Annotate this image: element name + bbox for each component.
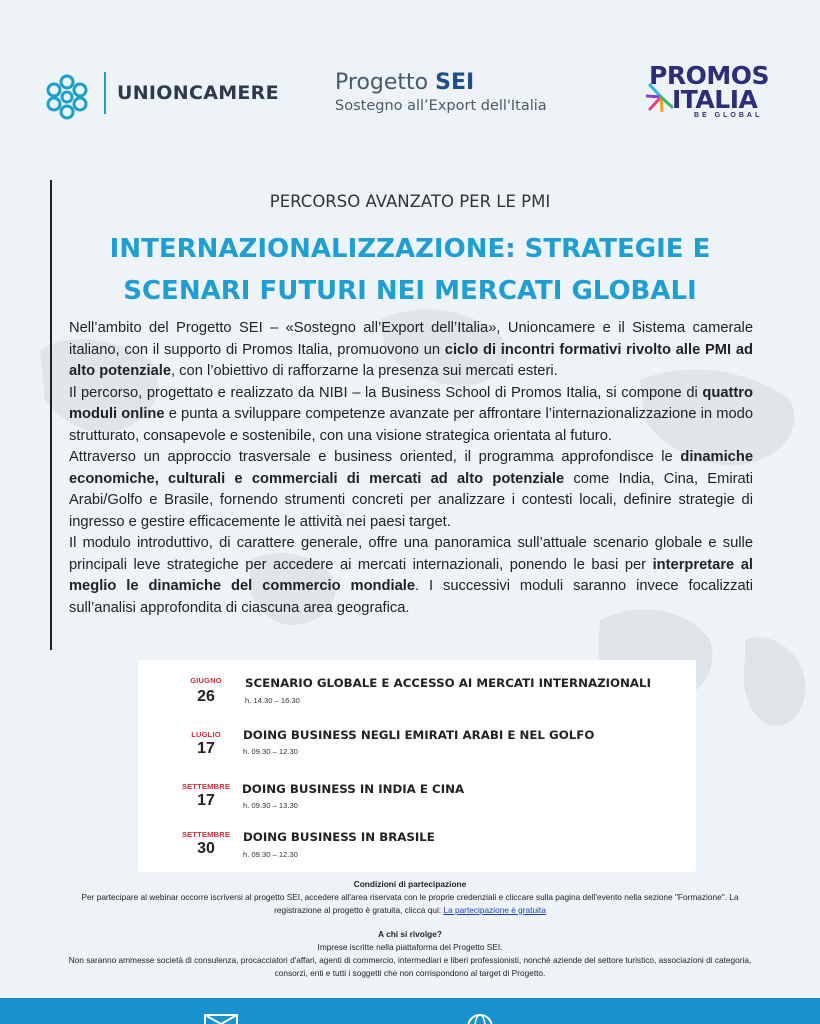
promos-word: PROMOS [649,61,769,90]
mail-icon[interactable] [204,1014,238,1024]
header [0,0,820,150]
unioncamere-logo-icon [42,72,92,120]
schedule-time: h. 09.30 – 12.30 [243,747,298,756]
unioncamere-name: UNIONCAMERE [117,82,279,104]
sei-title [335,70,575,95]
schedule-time: h. 09.30 – 12.30 [243,850,298,859]
schedule-time: h. 09.30 – 13.30 [243,801,298,810]
sei-title-bold: SEI [435,70,475,95]
text-run: e punta a sviluppare competenze avanzate per affrontare l’internazionalizzazione in modo strutturato, consapevole e sostenibile, con una visione strategica orientata al futuro. [69,406,753,444]
progetto-sei-logo [335,70,575,114]
schedule-time: h. 14.30 – 16.30 [245,696,300,705]
schedule-day: 17 [197,740,215,757]
audience-line: Imprese iscritte nella piattaforma del Progetto SEI. [317,942,503,953]
page-title: INTERNAZIONALIZZAZIONE: STRATEGIE E SCENARI FUTURI NEI MERCATI GLOBALI [109,234,711,306]
italia-word: ITALIA [672,85,758,114]
body-text [69,318,753,619]
registration-link[interactable]: La partecipazione è gratuita [443,904,546,915]
schedule-month: LUGLIO [191,730,221,739]
text-run-bold: ciclo di incontri formativi rivolto alle PMI ad alto potenziale [69,341,753,379]
conditions-text [60,891,760,917]
conditions-heading: Condizioni di partecipazione [353,879,467,889]
schedule-table [138,660,696,872]
schedule-day: 30 [197,840,215,857]
schedule-day: 26 [197,688,215,705]
participation-info [60,878,760,980]
text-run: come India, Cina, Emirati Arabi/Golfo e Brasile, fornendo strumenti concreti per analizzare i contesti locali, definire strategie di ingresso e gestire efficacemente le attività nei paesi target. [69,470,753,530]
paragraph [69,318,753,383]
schedule-title: SCENARIO GLOBALE E ACCESSO AI MERCATI INTERNAZIONALI [245,676,651,690]
text-run: Il percorso, progettato e realizzato da NIBI – la Business School di Promos Italia, si compone di [69,384,703,401]
schedule-row [138,782,696,832]
footer-bar [0,998,820,1024]
conditions-body: Per partecipare al webinar occorre iscriversi al progetto SEI, accedere all'area riservata con le proprie credenziali e cliccare sulla pagina dell'evento nella sezione "Formazione". La registrazione al progetto è gratuita, clicca qui: [81,891,739,915]
text-run: . I successivi moduli saranno invece focalizzati sull’analisi approfondita di ciascuna area geografica. [69,578,753,616]
paragraph [69,447,753,533]
schedule-title: DOING BUSINESS IN BRASILE [243,830,435,844]
promos-italia-logo [646,60,786,130]
text-run: Il modulo introduttivo, di carattere generale, offre una panoramica sull’attuale scenario globale e sulle principali leve strategiche per accedere ai mercati internazionali, ponendo le basi per [69,535,753,573]
logo-separator [104,72,106,114]
schedule-row [138,730,696,780]
schedule-day: 17 [197,792,215,809]
globe-icon[interactable] [466,1013,494,1024]
text-run: , con l’obiettivo di rafforzarne la presenza sui mercati esteri. [171,363,558,379]
schedule-month: SETTEMBRE [181,782,231,791]
schedule-row [138,830,696,880]
left-accent-line [50,180,52,650]
audience-heading: A chi si rivolge? [378,929,442,940]
text-run-bold: quattro moduli online [69,384,753,422]
schedule-title: DOING BUSINESS IN INDIA E CINA [242,782,465,796]
text-run-bold: dinamiche economiche, culturali e commerciali di mercati ad alto potenziale [69,449,753,487]
paragraph [69,533,753,619]
spacer [60,916,760,928]
schedule-month: SETTEMBRE [181,830,231,839]
sei-subtitle: Sostegno all’Export dell'Italia [335,98,547,114]
schedule-row [138,676,696,726]
sei-title-prefix: Progetto [335,70,436,95]
text-run: Attraverso un approccio trasversale e business oriented, il programma approfondisce le [69,449,681,465]
kicker: PERCORSO AVANZATO PER LE PMI [269,192,551,211]
text-run-bold: interpretare al meglio le dinamiche del commercio mondiale [69,556,753,594]
schedule-title: DOING BUSINESS NEGLI EMIRATI ARABI E NEL GOLFO [243,728,595,742]
paragraph [69,383,753,448]
schedule-month: GIUGNO [190,676,222,685]
text-run: Nell’ambito del Progetto SEI – «Sostegno all’Export dell’Italia», Unioncamere e il Sistema camerale italiano, con il supporto di Promos Italia, promuovono un [69,320,753,358]
promos-tagline: BE GLOBAL [694,112,763,119]
audience-exclusions: Non saranno ammesse società di consulenza, procacciatori d'affari, agenti di commercio, intermediari e liberi professionisti, nonché aziende del settore turistico, associazioni di categoria, consorzi, enti e tutti i soggetti che non corrispondono al target di Progetto. [68,954,752,978]
